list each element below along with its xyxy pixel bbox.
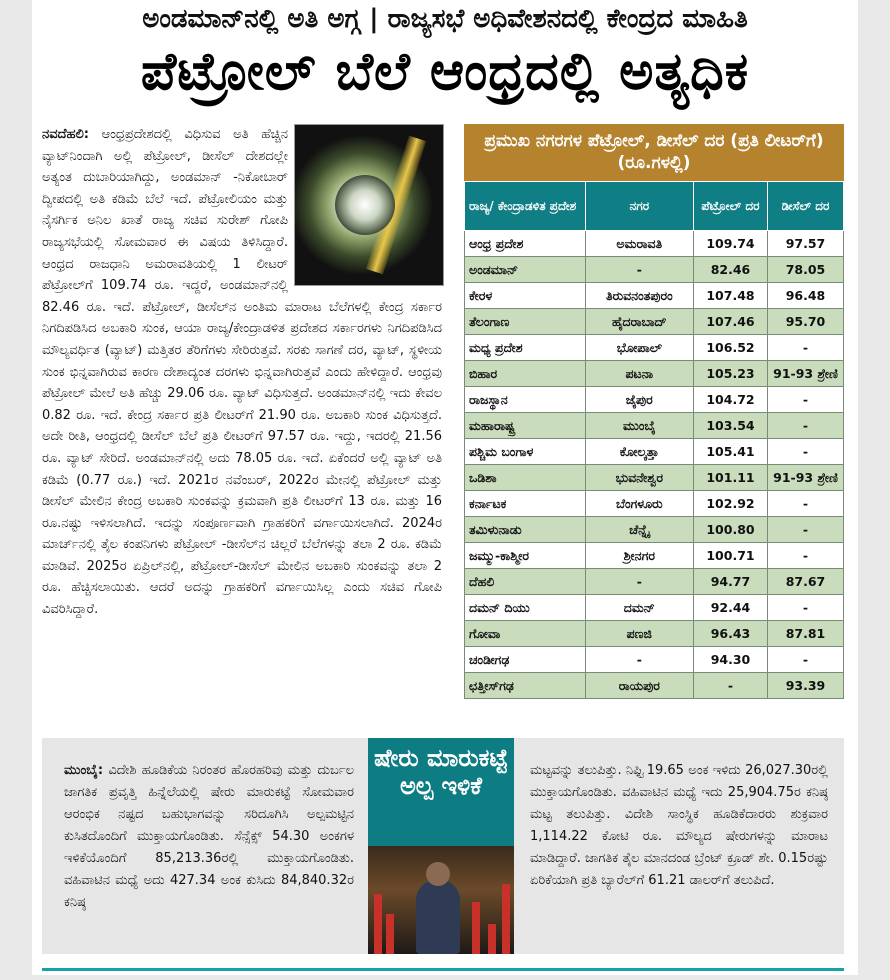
cell-city: ಮುಂಬೈ bbox=[585, 413, 693, 439]
cell-petrol: 96.43 bbox=[694, 621, 768, 647]
cell-state: ಗೋವಾ bbox=[465, 621, 586, 647]
market-dateline: ಮುಂಬೈ: bbox=[64, 763, 104, 778]
chart-bar-shape bbox=[502, 884, 510, 954]
table-header-row bbox=[465, 182, 844, 231]
cell-diesel: - bbox=[767, 647, 843, 673]
fuel-rates-table-box bbox=[464, 124, 844, 699]
market-badge-title: ಷೇರು ಮಾರುಕಟ್ಟೆ ಅಲ್ಪ ಇಳಿಕೆ bbox=[374, 744, 508, 800]
chart-bar-shape bbox=[374, 894, 382, 954]
cell-city: ಶ್ರೀನಗರ bbox=[585, 543, 693, 569]
cell-state: ಮಧ್ಯ ಪ್ರದೇಶ bbox=[465, 335, 586, 361]
cell-petrol: 82.46 bbox=[694, 257, 768, 283]
cell-diesel: 87.81 bbox=[767, 621, 843, 647]
cell-city: ಬೆಂಗಳೂರು bbox=[585, 491, 693, 517]
cell-city: - bbox=[585, 257, 693, 283]
table-row bbox=[465, 257, 844, 283]
cell-city: ಪಟನಾ bbox=[585, 361, 693, 387]
cell-state: ದೆಹಲಿ bbox=[465, 569, 586, 595]
cell-diesel: - bbox=[767, 387, 843, 413]
cell-petrol: 102.92 bbox=[694, 491, 768, 517]
market-text-left bbox=[64, 760, 354, 914]
cell-petrol: - bbox=[694, 673, 768, 699]
cell-city: ಹೈದರಾಬಾದ್ bbox=[585, 309, 693, 335]
main-article bbox=[42, 124, 442, 621]
cell-diesel: - bbox=[767, 491, 843, 517]
cell-diesel: - bbox=[767, 439, 843, 465]
cell-petrol: 101.11 bbox=[694, 465, 768, 491]
table-row bbox=[465, 387, 844, 413]
cell-petrol: 107.46 bbox=[694, 309, 768, 335]
article-dateline: ನವದೆಹಲಿ: bbox=[42, 127, 89, 142]
chart-bar-shape bbox=[472, 902, 480, 954]
cell-petrol: 105.41 bbox=[694, 439, 768, 465]
article-body: ಆಂಧ್ರಪ್ರದೇಶದಲ್ಲಿ ವಿಧಿಸುವ ಅತಿ ಹೆಚ್ಚಿನ ವ್ಯಾಟ್‌ನಿಂದಾಗಿ ಅಲ್ಲಿ ಪೆಟ್ರೋಲ್, ಡೀಸೆಲ್ ದೇಶದಲ್ಲೇ ಅತ್ಯಂತ ದುಬಾರಿಯಾಗಿದ್ದು, ಅಂಡಮಾನ್ -ನಿಕೋಬಾರ್ ದ್ವೀಪದಲ್ಲಿ ಅತಿ ಕಡಿಮೆ ಬೆಲೆ ಇದೆ. ಪೆಟ್ರೋಲಿಯಂ ಮತ್ತು ನೈಸರ್ಗಿಕ ಅನಿಲ ಖಾತೆ ರಾಜ್ಯ ಸಚಿವ ಸುರೇಶ್ ಗೋಪಿ ರಾಜ್ಯಸಭೆಯಲ್ಲಿ ಸೋಮವಾರ ಈ ವಿಷಯ ತಿಳಿಸಿದ್ದಾರೆ. ಆಂಧ್ರದ ರಾಜಧಾನಿ ಅಮರಾವತಿಯಲ್ಲಿ 1 ಲೀಟರ್ ಪೆಟ್ರೋಲ್‌ಗೆ 109.74 ರೂ. ಇದ್ದರೆ, ಅಂಡಮಾನ್‌ನಲ್ಲಿ 82.46 ರೂ. ಇದೆ. ಪೆಟ್ರೋಲ್, ಡೀಸೆಲ್‌ನ ಅಂತಿಮ ಮಾರಾಟ ಬೆಲೆಗಳಲ್ಲಿ ಕೇಂದ್ರ ಸರ್ಕಾರ ನಿಗದಿಪಡಿಸಿದ ಅಬಕಾರಿ ಸುಂಕ, ಆಯಾ ರಾಜ್ಯ/ಕೇಂದ್ರಾಡಳಿತ ಪ್ರದೇಶದ ಸರ್ಕಾರಗಳು ನಿಗದಿಪಡಿಸಿದ ಮೌಲ್ಯವರ್ಧಿತ (ವ್ಯಾಟ್) ಮತ್ತಿತರ ತೆರಿಗೆಗಳು ಸೇರಿರುತ್ತವೆ. ಸರಕು ಸಾಗಣೆ ದರ, ವ್ಯಾಟ್, ಸ್ಥಳೀಯ ಸುಂಕ ಭಿನ್ನವಾಗಿರುವ ಕಾರಣ ದೇಶಾದ್ಯಂತ ದರಗಳು ಭಿನ್ನವಾಗಿರುತ್ತವೆ ಎಂದು ಹೇಳಿದ್ದಾರೆ. ಆಂಧ್ರವು ಪೆಟ್ರೋಲ್ ಮೇಲೆ ಅತಿ ಹೆಚ್ಚು 29.06 ರೂ. ವ್ಯಾಟ್ ವಿಧಿಸುತ್ತದೆ. ಅಂಡಮಾನ್‌ನಲ್ಲಿ ಇದು ಕೇವಲ 0.82 ರೂ. ಇದೆ. ಕೇಂದ್ರ ಸರ್ಕಾರ ಪ್ರತಿ ಲೀಟರ್‌ಗೆ 21.90 ರೂ. ಅಬಕಾರಿ ಸುಂಕ ವಿಧಿಸುತ್ತದೆ. ಅದೇ ರೀತಿ, ಆಂಧ್ರದಲ್ಲಿ ಡೀಸೆಲ್ ಬೆಲೆ ಪ್ರತಿ ಲೀಟರ್‌ಗೆ 97.57 ರೂ. ಇದ್ದು, ಇದರಲ್ಲಿ 21.56 ರೂ. ವ್ಯಾಟ್ ಸೇರಿದೆ. ಅಂಡಮಾನ್‌ನಲ್ಲಿ ಅದು 78.05 ರೂ. ಇದೆ. ಏಕೆಂದರೆ ಅಲ್ಲಿ ವ್ಯಾಟ್ ಅತಿ ಕಡಿಮೆ (0.77 ರೂ.) ಇದೆ. 2021ರ ನವೆಂಬರ್, 2022ರ ಮೇನಲ್ಲಿ ಪೆಟ್ರೋಲ್ ಮತ್ತು ಡೀಸೆಲ್ ಮೇಲಿನ ಕೇಂದ್ರ ಅಬಕಾರಿ ಸುಂಕವನ್ನು ಕ್ರಮವಾಗಿ ಪ್ರತಿ ಲೀಟರ್‌ಗೆ 13 ರೂ. ಮತ್ತು 16 ರೂ.ನಷ್ಟು ಇಳಿಸಲಾಗಿದೆ. ಇದನ್ನು ಸಂಪೂರ್ಣವಾಗಿ ಗ್ರಾಹಕರಿಗೆ ವರ್ಗಾಯಿಸಲಾಗಿದೆ. 2024ರ ಮಾರ್ಚ್‌ನಲ್ಲಿ ತೈಲ ಕಂಪನಿಗಳು ಪೆಟ್ರೋಲ್ -ಡೀಸೆಲ್‌ನ ಚಿಲ್ಲರೆ ಬೆಲೆಗಳನ್ನು ತಲಾ 2 ರೂ. ಕಡಿಮೆ ಮಾಡಿವೆ. 2025ರ ಏಪ್ರಿಲ್‌ನಲ್ಲಿ, ಪೆಟ್ರೋಲ್-ಡೀಸೆಲ್ ಮೇಲಿನ ಅಬಕಾರಿ ಸುಂಕವನ್ನು ತಲಾ 2 ರೂ. ಹೆಚ್ಚಿಸಲಾಯಿತು. ಆದರೆ ಅದನ್ನು ಗ್ರಾಹಕರಿಗೆ ವರ್ಗಾಯಿಸಿಲ್ಲ ಎಂದು ಸಚಿವ ಗೋಪಿ ವಿವರಿಸಿದ್ದಾರೆ. bbox=[42, 127, 442, 618]
stock-trader-photo bbox=[368, 846, 514, 954]
cell-petrol: 104.72 bbox=[694, 387, 768, 413]
table-row bbox=[465, 621, 844, 647]
market-left-body: ವಿದೇಶಿ ಹೂಡಿಕೆಯ ನಿರಂತರ ಹೊರಹರಿವು ಮತ್ತು ದುರ್ಬಲ ಜಾಗತಿಕ ಪ್ರವೃತ್ತಿ ಹಿನ್ನೆಲೆಯಲ್ಲಿ ಷೇರು ಮಾರುಕಟ್ಟೆ ಸೋಮವಾರ ಆರಂಭಿಕ ನಷ್ಟದ ಬಹುಭಾಗವನ್ನು ಸರಿದೂಗಿಸಿ ಅಲ್ಪಮಟ್ಟಿನ ಕುಸಿತದೊಂದಿಗೆ ಮುಕ್ತಾಯಗೊಂಡಿತು. ಸೆನ್ಸೆಕ್ಸ್ 54.30 ಅಂಕಗಳ ಇಳಿಕೆಯೊಂದಿಗೆ 85,213.36ರಲ್ಲಿ ಮುಕ್ತಾಯಗೊಂಡಿತು. ವಹಿವಾಟಿನ ಮಧ್ಯೆ ಅದು 427.34 ಅಂಕ ಕುಸಿದು 84,840.32ರ ಕನಿಷ್ಠ bbox=[64, 763, 354, 910]
cell-petrol: 105.23 bbox=[694, 361, 768, 387]
market-news-box bbox=[42, 738, 844, 954]
cell-state: ತೆಲಂಗಾಣ bbox=[465, 309, 586, 335]
cell-city: ಅಮರಾವತಿ bbox=[585, 231, 693, 257]
cell-state: ಕರ್ನಾಟಕ bbox=[465, 491, 586, 517]
cell-petrol: 94.30 bbox=[694, 647, 768, 673]
table-row bbox=[465, 413, 844, 439]
cell-state: ದಮನ್ ದಿಯು bbox=[465, 595, 586, 621]
cell-state: ಆಂಧ್ರ ಪ್ರದೇಶ bbox=[465, 231, 586, 257]
cell-petrol: 107.48 bbox=[694, 283, 768, 309]
cell-state: ಜಮ್ಮು-ಕಾಶ್ಮೀರ bbox=[465, 543, 586, 569]
header-state: ರಾಜ್ಯ/ ಕೇಂದ್ರಾಡಳಿತ ಪ್ರದೇಶ bbox=[465, 182, 586, 231]
cell-diesel: - bbox=[767, 517, 843, 543]
table-row bbox=[465, 673, 844, 699]
cell-city: - bbox=[585, 647, 693, 673]
table-row bbox=[465, 335, 844, 361]
kicker: ಅಂಡಮಾನ್‌ನಲ್ಲಿ ಅತಿ ಅಗ್ಗ | ರಾಜ್ಯಸಭೆ ಅಧಿವೇಶನದಲ್ಲಿ ಕೇಂದ್ರದ ಮಾಹಿತಿ bbox=[142, 4, 748, 34]
cell-city: ಪಣಜಿ bbox=[585, 621, 693, 647]
cell-city: ದಮನ್ bbox=[585, 595, 693, 621]
cell-petrol: 100.71 bbox=[694, 543, 768, 569]
table-row bbox=[465, 647, 844, 673]
cell-petrol: 103.54 bbox=[694, 413, 768, 439]
cell-petrol: 100.80 bbox=[694, 517, 768, 543]
cell-city: ಜೈಪುರ bbox=[585, 387, 693, 413]
cell-state: ಪಶ್ಚಿಮ ಬಂಗಾಳ bbox=[465, 439, 586, 465]
cell-state: ಕೇರಳ bbox=[465, 283, 586, 309]
cell-diesel: - bbox=[767, 543, 843, 569]
market-badge bbox=[368, 738, 514, 954]
chart-bar-shape bbox=[488, 924, 496, 954]
cell-diesel: - bbox=[767, 595, 843, 621]
table-title: ಪ್ರಮುಖ ನಗರಗಳ ಪೆಟ್ರೋಲ್, ಡೀಸೆಲ್ ದರ (ಪ್ರತಿ ಲೀಟರ್‌ಗೆ) (ರೂ.ಗಳಲ್ಲಿ) bbox=[464, 124, 844, 181]
cell-diesel: 78.05 bbox=[767, 257, 843, 283]
cell-state: ಚಂಡೀಗಢ bbox=[465, 647, 586, 673]
cell-diesel: - bbox=[767, 335, 843, 361]
table-row bbox=[465, 491, 844, 517]
cell-diesel: 91-93 ಶ್ರೇಣಿ bbox=[767, 361, 843, 387]
table-row bbox=[465, 517, 844, 543]
table-row bbox=[465, 283, 844, 309]
cell-state: ಮಹಾರಾಷ್ಟ್ರ bbox=[465, 413, 586, 439]
cell-petrol: 94.77 bbox=[694, 569, 768, 595]
cell-petrol: 92.44 bbox=[694, 595, 768, 621]
cell-petrol: 106.52 bbox=[694, 335, 768, 361]
table-row bbox=[465, 543, 844, 569]
cell-city: ಭುವನೇಶ್ವರ bbox=[585, 465, 693, 491]
chart-bar-shape bbox=[386, 914, 394, 954]
fuel-nozzle-photo bbox=[294, 124, 444, 286]
cell-city: ಚೆನ್ನೈ bbox=[585, 517, 693, 543]
market-text-right: ಮಟ್ಟವನ್ನು ತಲುಪಿತ್ತು. ನಿಫ್ಟಿ 19.65 ಅಂಕ ಇಳಿದು 26,027.30ರಲ್ಲಿ ಮುಕ್ತಾಯಗೊಂಡಿತು. ವಹಿವಾಟಿನ ಮಧ್ಯೆ ಇದು 25,904.75ರ ಕನಿಷ್ಠ ಮಟ್ಟ ತಲುಪಿತ್ತು. ವಿದೇಶಿ ಸಾಂಸ್ಥಿಕ ಹೂಡಿಕೆದಾರರು ಶುಕ್ರವಾರ 1,114.22 ಕೋಟಿ ರೂ. ಮೌಲ್ಯದ ಷೇರುಗಳನ್ನು ಮಾರಾಟ ಮಾಡಿದ್ದಾರೆ. ಜಾಗತಿಕ ತೈಲ ಮಾನದಂಡ ಬ್ರೆಂಟ್ ಕ್ರೂಡ್ ಶೇ. 0.15ರಷ್ಟು ಏರಿಕೆಯಾಗಿ ಪ್ರತಿ ಬ್ಯಾರೆಲ್‌ಗೆ 61.21 ಡಾಲರ್‌ಗೆ ತಲುಪಿದೆ. bbox=[530, 763, 828, 888]
cell-diesel: 97.57 bbox=[767, 231, 843, 257]
trader-head bbox=[426, 862, 450, 886]
table-row bbox=[465, 595, 844, 621]
nozzle-shape bbox=[335, 175, 395, 235]
table-row bbox=[465, 309, 844, 335]
table-row bbox=[465, 231, 844, 257]
table-row bbox=[465, 439, 844, 465]
cell-state: ಬಿಹಾರ bbox=[465, 361, 586, 387]
table-row bbox=[465, 465, 844, 491]
cell-state: ಅಂಡಮಾನ್ bbox=[465, 257, 586, 283]
header-petrol: ಪೆಟ್ರೋಲ್ ದರ bbox=[694, 182, 768, 231]
headline: ಪೆಟ್ರೋಲ್ ಬೆಲೆ ಆಂಧ್ರದಲ್ಲಿ ಅತ್ಯಧಿಕ bbox=[140, 42, 750, 102]
table-row bbox=[465, 361, 844, 387]
cell-city: ತಿರುವನಂತಪುರಂ bbox=[585, 283, 693, 309]
cell-diesel: 95.70 bbox=[767, 309, 843, 335]
fuel-rates-table bbox=[464, 181, 844, 699]
table-row bbox=[465, 569, 844, 595]
header-diesel: ಡೀಸೆಲ್ ದರ bbox=[767, 182, 843, 231]
cell-petrol: 109.74 bbox=[694, 231, 768, 257]
cell-state: ರಾಜಸ್ಥಾನ bbox=[465, 387, 586, 413]
cell-state: ಛತ್ತೀಸ್‌ಗಢ bbox=[465, 673, 586, 699]
cell-state: ಒಡಿಶಾ bbox=[465, 465, 586, 491]
cell-diesel: 96.48 bbox=[767, 283, 843, 309]
cell-city: ಭೋಪಾಲ್ bbox=[585, 335, 693, 361]
cell-state: ತಮಿಳುನಾಡು bbox=[465, 517, 586, 543]
cell-diesel: 93.39 bbox=[767, 673, 843, 699]
trader-figure bbox=[416, 880, 460, 954]
bottom-rule bbox=[42, 968, 844, 971]
table-body bbox=[465, 231, 844, 699]
cell-diesel: 87.67 bbox=[767, 569, 843, 595]
cell-diesel: 91-93 ಶ್ರೇಣಿ bbox=[767, 465, 843, 491]
cell-city: - bbox=[585, 569, 693, 595]
cell-city: ಕೋಲ್ಕತ್ತಾ bbox=[585, 439, 693, 465]
header-city: ನಗರ bbox=[585, 182, 693, 231]
cell-diesel: - bbox=[767, 413, 843, 439]
cell-city: ರಾಯಪುರ bbox=[585, 673, 693, 699]
